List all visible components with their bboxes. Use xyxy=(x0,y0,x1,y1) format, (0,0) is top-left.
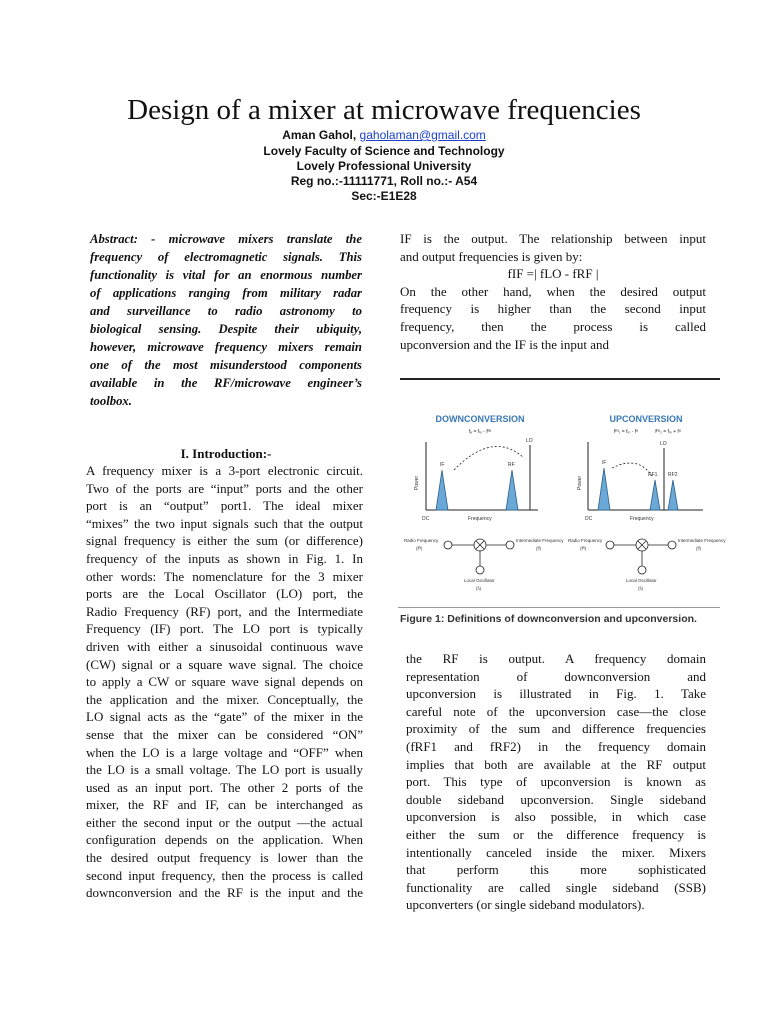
up-power-label: Power xyxy=(577,475,583,490)
down-lo-sub: (fₗ) xyxy=(476,586,481,591)
intro-line: Two of the ports are “input” ports and the other xyxy=(86,480,363,496)
down-plot xyxy=(426,442,538,510)
figure-caption: Figure 1: Definitions of downconversion and upconversion. xyxy=(400,613,697,625)
abstract-line: available in the RF/microwave engineer’s xyxy=(90,376,362,390)
body-line: On the other hand, when the desired output xyxy=(400,283,706,299)
up-peak-rf2: RF2 xyxy=(668,472,678,478)
down-mixer-diagram xyxy=(444,539,514,574)
body-line: careful note of the upconversion case—the close xyxy=(406,703,706,719)
abstract-line: biological sensing. Despite their ubiquity, xyxy=(90,322,362,336)
down-rf-label: Radio Frequency xyxy=(404,538,439,543)
down-title: DOWNCONVERSION xyxy=(435,414,525,424)
section-heading: I. Introduction:- xyxy=(180,446,272,461)
down-if-sub: (fᴵ) xyxy=(536,546,541,551)
up-title: UPCONVERSION xyxy=(609,414,683,424)
intro-line: the application and the mixer. Conceptually, the xyxy=(86,691,363,707)
intro-line: other words: The nomenclature for the 3 mixer xyxy=(86,568,363,584)
abstract-line: toolbox. xyxy=(90,394,132,408)
body-line: intentionally canceled inside the mixer. Mixers xyxy=(406,844,706,860)
body-line: upconversion is also possible, in which case xyxy=(406,809,706,825)
intro-line: configuration depends on the application. When xyxy=(86,832,363,848)
body-line: that perform this more sophisticated xyxy=(406,862,706,878)
intro-line: Radio Frequency (RF) port, and the Intermediate xyxy=(86,603,363,619)
author-name: Aman Gahol, xyxy=(282,128,360,142)
abstract-line: and surveillance to radio astronomy to xyxy=(90,304,362,318)
down-formula: fₑ = fₗₒ - fᴿᶠ xyxy=(468,429,492,435)
abstract-line: one of the most misunderstood components xyxy=(90,358,362,372)
up-formula-2: fᴿᶠ₂ = fₗₒ + fᴵᶠ xyxy=(655,429,681,435)
body-line: proximity of the sum and difference frequencies xyxy=(406,721,706,737)
body-line: upconverters (or single sideband modulators). xyxy=(406,897,645,913)
intro-line: ports are the Local Oscillator (LO) port, the xyxy=(86,586,363,602)
intro-paragraph xyxy=(86,462,363,902)
intro-line: mixer, the RF and IF, can be interchanged as xyxy=(86,797,363,813)
author-line xyxy=(0,128,768,143)
formula-line: fIF =| fLO - fRF | xyxy=(507,266,599,282)
down-dc-label: DC xyxy=(422,516,430,522)
intro-line: the desired output frequency is lower than the xyxy=(86,850,363,866)
body-line: frequency is higher than the second input xyxy=(400,301,706,317)
intro-line: LO signal acts as the “gate” of the mixer in the xyxy=(86,709,363,725)
paper-title: Design of a mixer at microwave frequencies xyxy=(127,94,641,126)
intro-line: sense that the mixer can be considered “ON” xyxy=(86,726,363,742)
up-rf-label: Radio Frequency xyxy=(568,538,603,543)
figure-1 xyxy=(398,400,726,630)
down-peak-if: IF xyxy=(440,462,445,468)
down-rf-sub: (fᴿ) xyxy=(416,546,423,551)
down-if-label: Intermediate Frequency xyxy=(516,538,564,543)
intro-line: Frequency (IF) port. The LO port is typically xyxy=(86,621,363,637)
body-line: functionality are called single sideband (SSB) xyxy=(406,879,706,895)
down-power-label: Power xyxy=(414,475,420,490)
up-lo-sub: (fₗ) xyxy=(638,586,643,591)
intro-line: “mixes” the two input signals such that the output xyxy=(86,515,363,531)
intro-line: port is an “output” port1. The ideal mixer xyxy=(86,498,363,514)
intro-line: A frequency mixer is a 3-port electronic circuit. xyxy=(86,463,363,478)
up-rf-sub: (fᴿ) xyxy=(580,546,587,551)
down-peak-rf: RF xyxy=(508,462,515,468)
down-lo-label: Local Oscillator xyxy=(464,578,495,583)
author-email-link[interactable]: gaholaman@gmail.com xyxy=(359,128,486,142)
intro-line: driven with either a sinusoidal continuous wave xyxy=(86,638,363,654)
abstract xyxy=(90,230,362,410)
right-column-top xyxy=(400,230,706,353)
intro-line: used as an input port. The other 2 ports of the xyxy=(86,779,363,795)
body-line: upconversion is illustrated in Fig. 1. Take xyxy=(406,686,706,702)
body-line: frequency, then the process is called xyxy=(400,318,706,334)
body-line: representation of downconversion and xyxy=(406,668,706,684)
up-lo-label: Local Oscillator xyxy=(626,578,657,583)
intro-line: to apply a CW or square wave signal depends on xyxy=(86,674,363,690)
body-line: double sideband upconversion. Single sideband xyxy=(406,791,706,807)
abstract-line: functionality is vital for an enormous number xyxy=(90,268,362,282)
up-peak-lo: LO xyxy=(660,441,667,447)
up-plot xyxy=(588,442,703,510)
abstract-line: of applications ranging from military radar xyxy=(90,286,362,300)
registration-line: Reg no.:-11111771, Roll no.:- A54 xyxy=(290,174,478,188)
up-if-label: Intermediate Frequency xyxy=(678,538,726,543)
body-line: either the sum or the difference frequency is xyxy=(406,826,706,842)
abstract-line: Abstract: - microwave mixers translate the xyxy=(90,232,362,246)
body-line: and output frequencies is given by: xyxy=(400,248,583,264)
up-peak-rf1: RF1 xyxy=(648,472,658,478)
body-line: the RF is output. A frequency domain xyxy=(406,651,706,666)
up-dc-label: DC xyxy=(585,516,593,522)
up-peak-if: IF xyxy=(602,460,607,466)
intro-line: either the second input or the output —the actual xyxy=(86,814,363,830)
body-line: upconversion and the IF is the input and xyxy=(400,336,610,352)
section-line: Sec:-E1E28 xyxy=(351,189,417,203)
down-freq-label: Frequency xyxy=(468,516,492,522)
intro-line: second input frequency, then the process is called xyxy=(86,867,363,883)
divider xyxy=(400,378,720,380)
intro-line: signal frequency is either the sum (or difference) xyxy=(86,533,363,549)
up-if-sub: (fᴵ) xyxy=(696,546,701,551)
body-line: implies that both are available at the RF output xyxy=(406,756,706,772)
body-line: IF is the output. The relationship between input xyxy=(400,231,706,246)
intro-line: frequency of the inputs as shown in Fig. 1. In xyxy=(86,550,363,566)
body-line: port. This type of upconversion is known as xyxy=(406,774,706,790)
up-freq-label: Frequency xyxy=(630,516,654,522)
right-column-bottom xyxy=(406,650,706,914)
up-formula-1: fᴿᶠ₁ = fₗₒ - fᴵᶠ xyxy=(613,429,639,435)
intro-line: downconversion and the RF is the input and the xyxy=(86,885,363,901)
down-peak-lo: LO xyxy=(526,438,533,444)
intro-line: the LO is a small voltage. The LO port is usually xyxy=(86,762,363,778)
affiliation-2: Lovely Professional University xyxy=(296,159,472,173)
affiliation-1: Lovely Faculty of Science and Technology xyxy=(263,144,505,158)
intro-line: (CW) signal or a square wave signal. The choice xyxy=(86,656,363,672)
figure-rule xyxy=(398,607,720,608)
abstract-line: frequency of electromagnetic signals. This xyxy=(90,250,362,264)
intro-line: when the LO is a large voltage and “OFF” when xyxy=(86,744,363,760)
body-line: (fRF1 and fRF2) in the frequency domain xyxy=(406,738,706,754)
up-mixer-diagram xyxy=(606,539,676,574)
abstract-line: however, microwave frequency mixers remain xyxy=(90,340,362,354)
